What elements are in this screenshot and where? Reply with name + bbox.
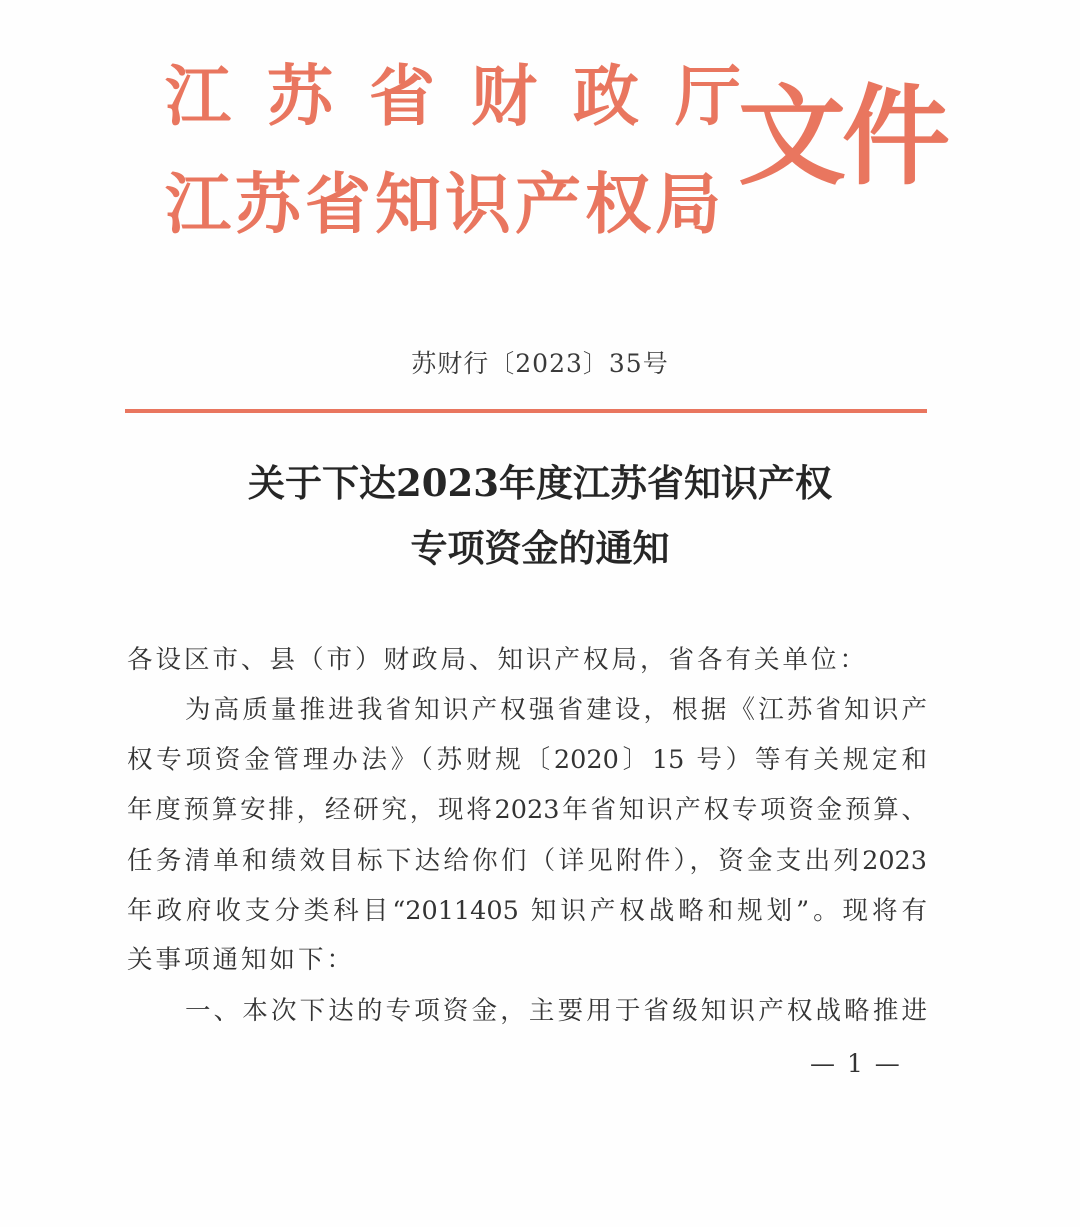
paragraph-1-line: 年政府收支分类科目“2011405 知识产权战略和规划”。现将有: [127, 896, 927, 926]
document-type-label: 文件: [738, 75, 947, 200]
document-number: 苏财行〔2023〕35号: [411, 349, 669, 378]
paragraph-1-line: 任务清单和绩效目标下达给你们（详见附件），资金支出列2023: [127, 846, 927, 876]
paragraph-1-line: 关事项通知如下：: [127, 945, 356, 975]
page-number: — 1 —: [810, 1049, 902, 1078]
addressee-line: 各设区市、县（市）财政局、知识产权局，省各有关单位：: [127, 645, 869, 675]
document-title-line-2: 专项资金的通知: [410, 526, 670, 570]
issuer-ip-bureau: 江苏省知识产权局: [165, 166, 725, 243]
issuer-finance-department: 江苏省财政厅: [165, 58, 777, 135]
paragraph-1-line: 为高质量推进我省知识产权强省建设，根据《江苏省知识产: [185, 695, 927, 725]
paragraph-1-line: 年度预算安排，经研究，现将2023年省知识产权专项资金预算、: [127, 795, 927, 825]
paragraph-2-line: 一、本次下达的专项资金，主要用于省级知识产权战略推进: [185, 996, 927, 1026]
document-title-line-1: 关于下达2023年度江苏省知识产权: [248, 461, 832, 505]
paragraph-1-line: 权专项资金管理办法》（苏财规〔2020〕15 号）等有关规定和: [127, 745, 927, 775]
red-separator-line: [125, 409, 927, 413]
